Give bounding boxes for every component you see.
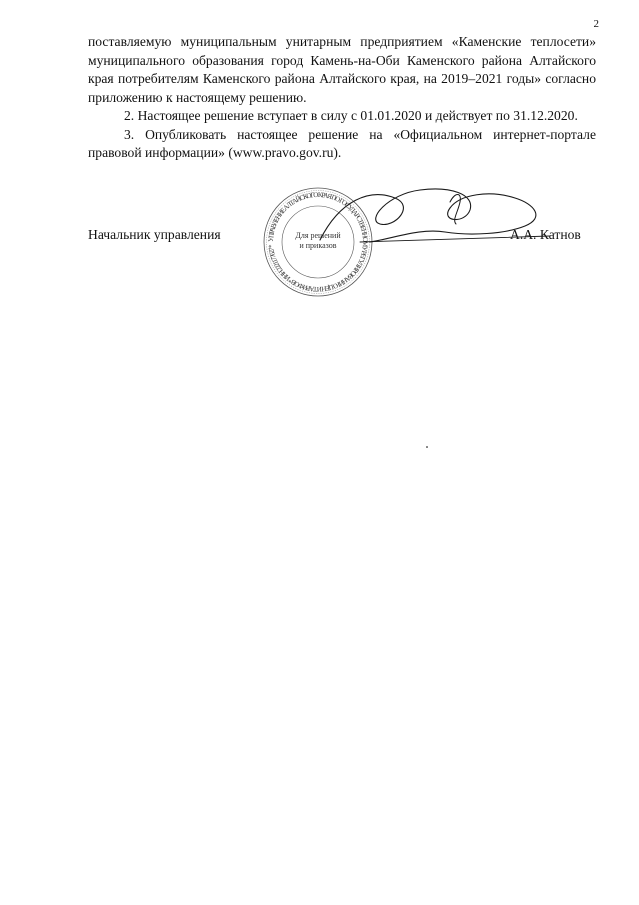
paragraph-effective-date: 2. Настоящее решение вступает в силу с 01.01.2020 и действует по 31.12.2020. xyxy=(124,108,578,123)
scan-speck xyxy=(426,446,428,448)
handwritten-signature xyxy=(300,180,560,260)
signatory-name: А.А. Катнов xyxy=(510,227,581,242)
paragraph-continuation: поставляемую муниципальным унитарным предприятием «Каменские теплосети» муниципального образования город Камень-на-Оби Каменского района Алтайского края потребителям Каменского района Алтайского края, на 2019–2021 годы» согласно приложению к настоящему решению. xyxy=(88,34,596,105)
paragraph-publication: 3. Опубликовать настоящее решение на «Официальном интернет-портале правовой информации» (www.pravo.gov.ru). xyxy=(88,126,596,160)
stamp-ring-text: УПРАВЛЕНИЕ АЛТАЙСКОГО КРАЯ ПО ГОСУДАРСТВЕННОМУ РЕГУЛИРОВАНИЮ ЦЕН И ТАРИФОВ * ИНН 2221177627 * xyxy=(266,190,370,294)
stamp-center-line-1: Для решений xyxy=(295,231,341,240)
page-number: 2 xyxy=(593,18,599,30)
stamp-center-line-2: и приказов xyxy=(299,241,337,250)
signatory-role: Начальник управления xyxy=(88,227,221,242)
document-body xyxy=(88,33,596,163)
